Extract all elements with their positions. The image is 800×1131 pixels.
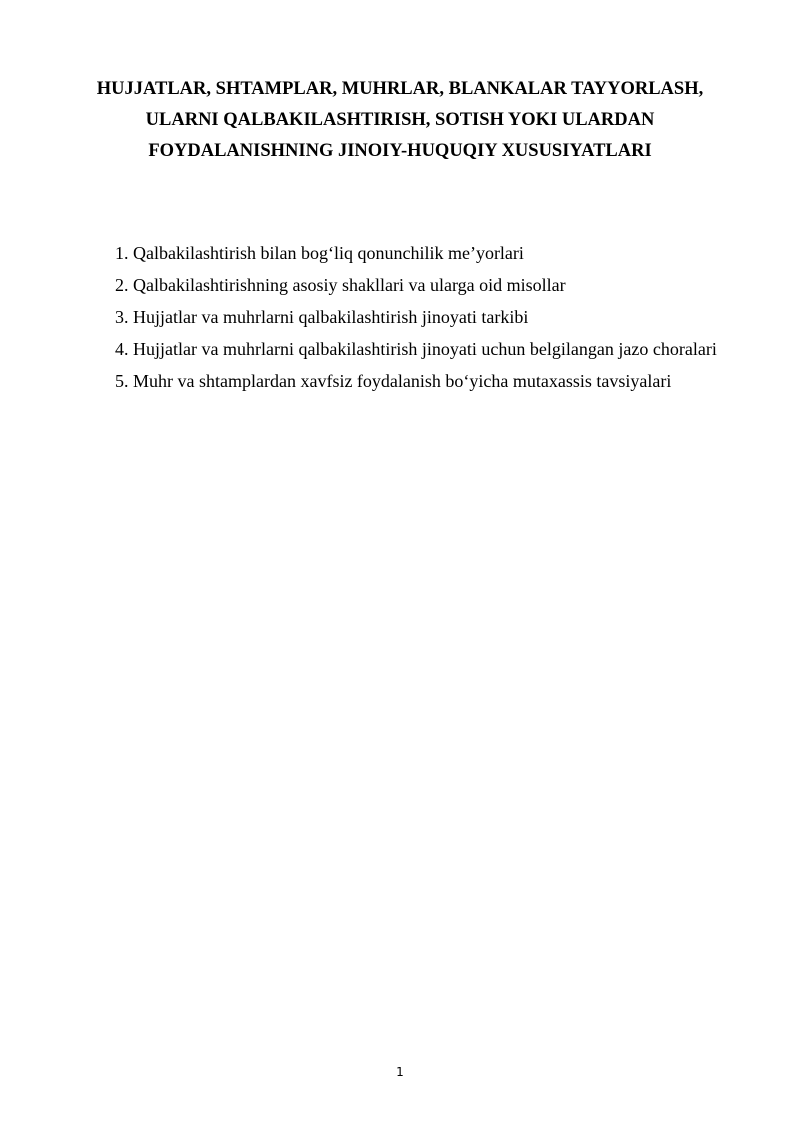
toc-item-3: 3. Hujjatlar va muhrlarni qalbakilashtirish jinoyati tarkibi: [115, 307, 529, 327]
title-line-3: FOYDALANISHNING JINOIY-HUQUQIY XUSUSIYATLARI: [148, 141, 652, 161]
table-of-contents: [115, 237, 742, 397]
title-line-2: ULARNI QALBAKILASHTIRISH, SOTISH YOKI ULARDAN: [145, 110, 655, 130]
toc-item-5: 5. Muhr va shtamplardan xavfsiz foydalanish bo‘yicha mutaxassis tavsiyalari: [115, 371, 672, 391]
title-line-1: HUJJATLAR, SHTAMPLAR, MUHRLAR, BLANKALAR TAYYORLASH,: [96, 79, 704, 99]
toc-item-1: 1. Qalbakilashtirish bilan bog‘liq qonunchilik me’yorlari: [115, 243, 524, 263]
page-number: 1: [396, 1065, 404, 1079]
toc-item-4: 4. Hujjatlar va muhrlarni qalbakilashtirish jinoyati uchun belgilangan jazo choralari: [115, 339, 717, 359]
document-title: [60, 74, 740, 167]
toc-item-2: 2. Qalbakilashtirishning asosiy shakllari va ularga oid misollar: [115, 275, 566, 295]
